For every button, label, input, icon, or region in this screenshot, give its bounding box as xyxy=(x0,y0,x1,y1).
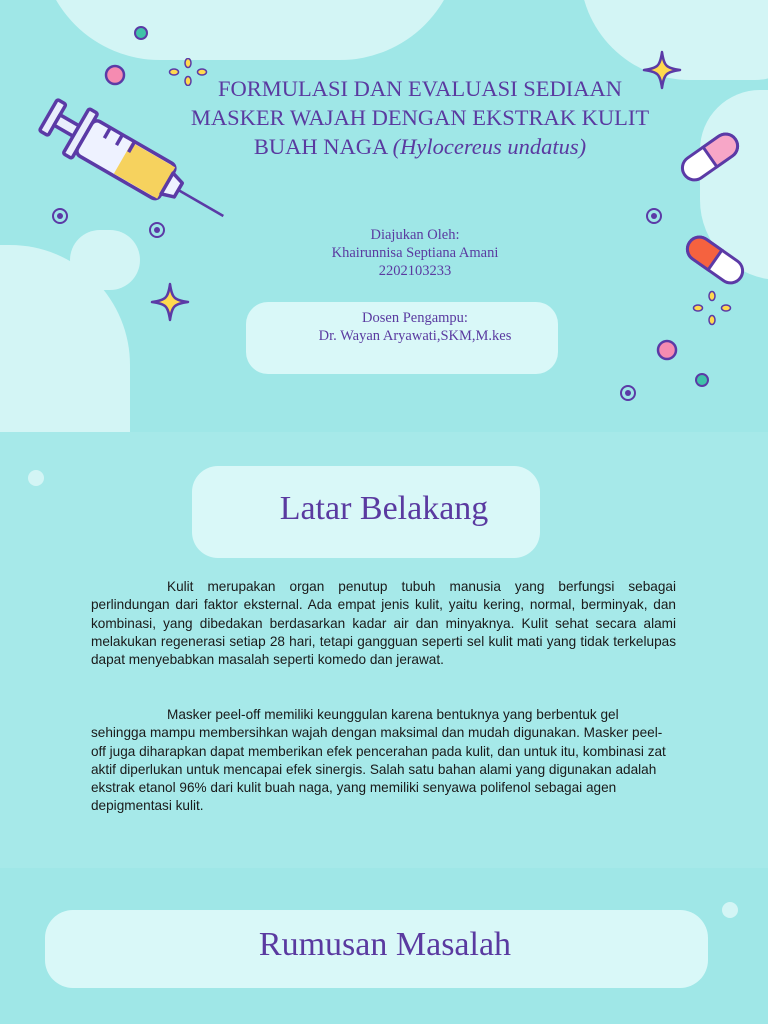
bead-icon xyxy=(694,372,710,388)
title-line-2: MASKER WAJAH DENGAN EKSTRAK KULIT xyxy=(190,105,650,130)
title-line-3 xyxy=(120,132,720,161)
background-paragraph-1-text: Kulit merupakan organ penutup tubuh manusia yang berfungsi sebagai perlindungan dari faktor eksternal. Ada empat jenis kulit, yaitu kering, normal, berminyak, dan kombinasi, yang dibedakan berdasarkan kadar air dan minyaknya. Kulit sehat secara alami melakukan regenerasi setiap 28 hari, tetapi gangguan seperti sel kulit mati yang tidak terkelupas dapat menyebabkan masalah seperti komedo dan jerawat. xyxy=(91,579,676,668)
title-line-3-text: BUAH NAGA xyxy=(253,134,393,159)
ring-icon xyxy=(50,206,70,226)
dot-decoration xyxy=(28,470,44,486)
dot-decoration xyxy=(722,902,738,918)
bg-blob-top xyxy=(40,0,460,60)
capsule-icon xyxy=(680,230,750,290)
background-paragraph-1 xyxy=(91,578,676,669)
problem-heading: Rumusan Masalah xyxy=(258,926,512,963)
submitted-name: Khairunnisa Septiana Amani xyxy=(331,245,499,261)
pill-dot-icon xyxy=(655,338,679,362)
burst-icon xyxy=(690,290,734,326)
submitted-label: Diajukan Oleh: xyxy=(370,227,460,243)
ring-icon xyxy=(618,383,638,403)
ring-icon xyxy=(147,220,167,240)
title-scientific-name: (Hylocereus undatus) xyxy=(392,134,587,159)
lecturer-block xyxy=(210,309,620,345)
document-title xyxy=(120,74,720,161)
background-heading: Latar Belakang xyxy=(279,490,489,527)
background-paragraph-2-text: Masker peel-off memiliki keunggulan karena bentuknya yang berbentuk gel sehingga mampu membersihkan wajah dengan maksimal dan mudah digunakan. Masker peel-off juga diharapkan dapat memberikan efek pencerahan pada kulit, dan untuk itu, kombinasi zat aktif diperlukan untuk mencapai efek sinergis. Salah satu bahan alami yang digunakan adalah ekstrak etanol 96% dari kulit buah naga, yang memiliki senyawa polifenol sebagai agen depigmentasi kulit. xyxy=(91,707,666,814)
sparkle-icon xyxy=(150,282,190,322)
bead-icon xyxy=(133,25,149,41)
background-paragraph-2 xyxy=(91,706,676,816)
ring-icon xyxy=(644,206,664,226)
submitted-by-block xyxy=(210,226,620,280)
bg-blob-small xyxy=(70,230,140,290)
lecturer-name: Dr. Wayan Aryawati,SKM,M.kes xyxy=(318,328,512,344)
title-line-1: FORMULASI DAN EVALUASI SEDIAAN xyxy=(218,76,622,101)
lecturer-label: Dosen Pengampu: xyxy=(362,310,468,326)
submitted-id: 2202103233 xyxy=(378,263,452,279)
